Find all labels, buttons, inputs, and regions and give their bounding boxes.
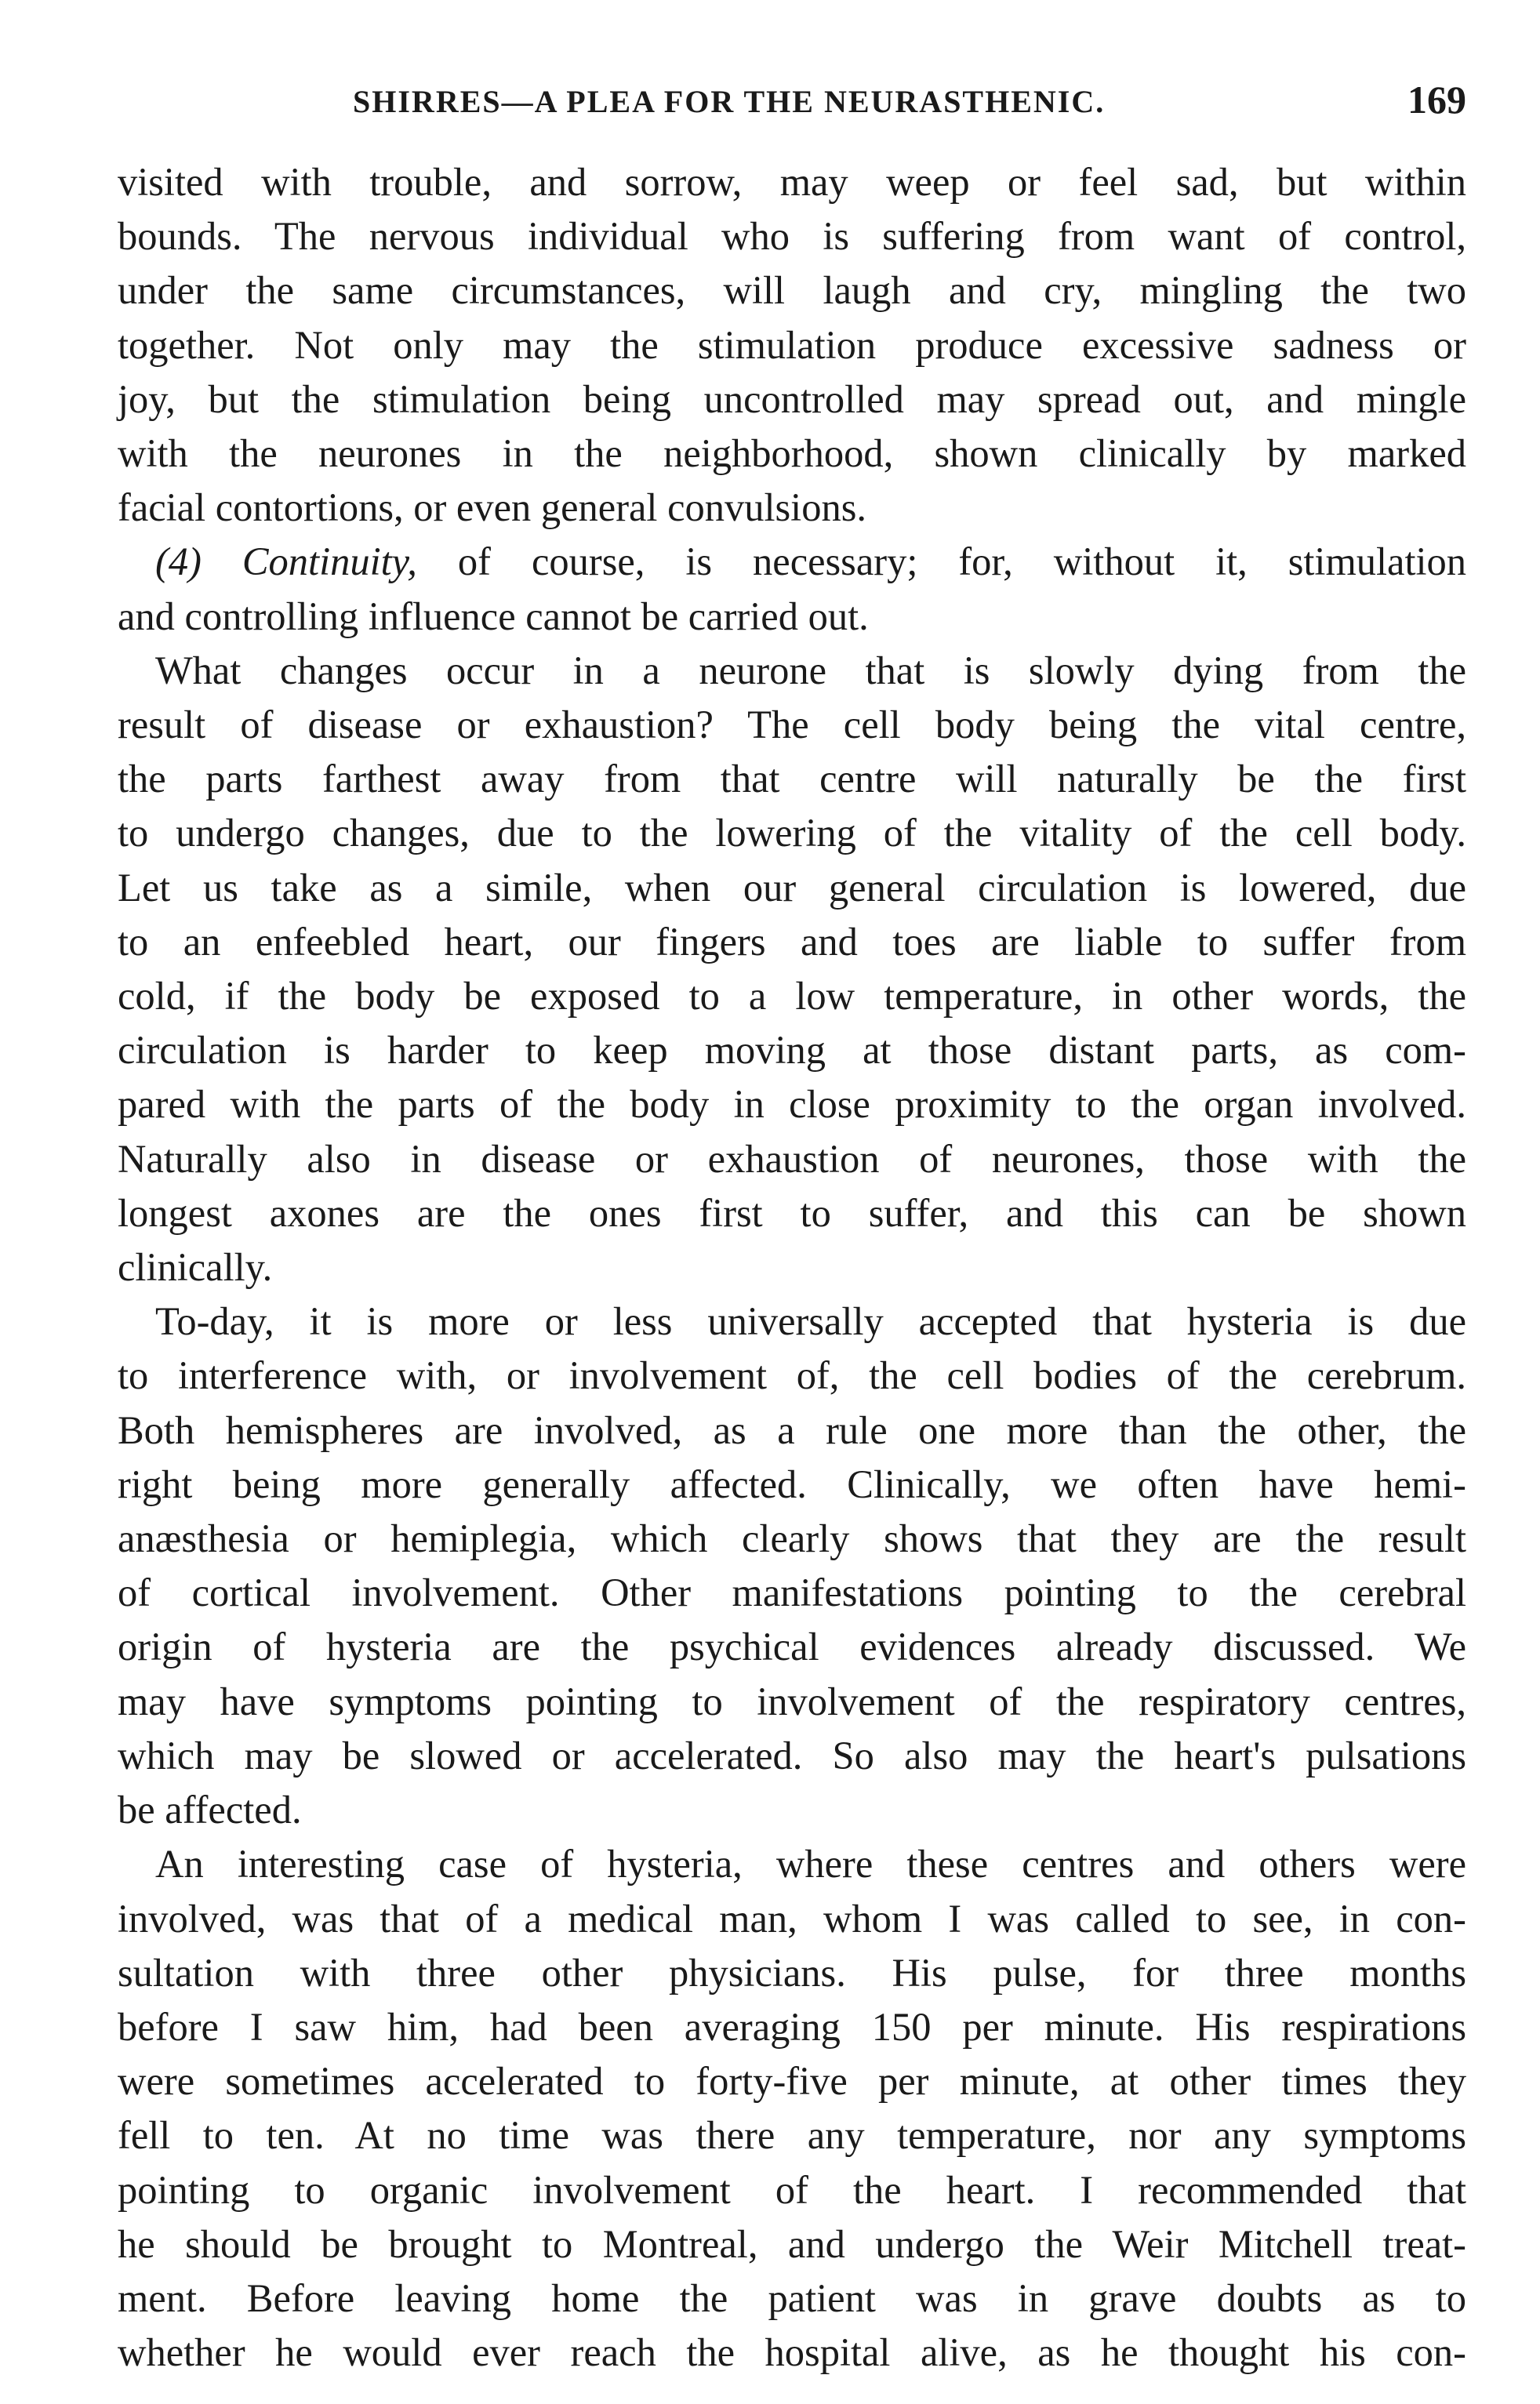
text-line: together. Not only may the stimulation produce excessive sadness or [118,322,1466,367]
text-line: What changes occur in a neurone that is slowly dying from the [155,648,1466,692]
page-number: 169 [1407,78,1466,122]
text-line: visited with trouble, and sorrow, may weep or feel sad, but within [118,160,1466,204]
text-line: cold, if the body be exposed to a low temperature, in other words, the [118,974,1466,1019]
text-line: involved, was that of a medical man, whom I was called to see, in con- [118,1896,1466,1941]
paragraph-3 [118,644,1466,1295]
text-line: clinically. [118,1245,273,1290]
text-line: which may be slowed or accelerated. So also may the heart's pulsations [118,1733,1466,1778]
text-line: origin of hysteria are the psychical evidences already discussed. We [118,1625,1466,1669]
text-line: pared with the parts of the body in close proximity to the organ involved. [118,1082,1466,1127]
text-line: under the same circumstances, will laugh and cry, mingling the two [118,268,1466,313]
text-line: to undergo changes, due to the lowering of the vitality of the cell body. [118,811,1466,855]
text-line: to interference with, or involvement of, the cell bodies of the cerebrum. [118,1353,1466,1398]
text-line: fell to ten. At no time was there any temperature, nor any symptoms [118,2113,1466,2158]
text-line: right being more generally affected. Clinically, we often have hemi- [118,1462,1466,1506]
text-line: anæsthesia or hemiplegia, which clearly shows that they are the result [118,1516,1466,1561]
paragraph-5 [118,1837,1466,2380]
text-line: Let us take as a simile, when our general circulation is lowered, due [118,865,1466,910]
text-line: sultation with three other physicians. His pulse, for three months [118,1950,1466,1995]
text-line: and controlling influence cannot be carried out. [118,594,869,638]
text-line: circulation is harder to keep moving at those distant parts, as com- [118,1028,1466,1073]
text-line: he should be brought to Montreal, and undergo the Weir Mitchell treat- [118,2221,1466,2266]
running-title: SHIRRES—A PLEA FOR THE NEURASTHENIC. [353,84,1106,119]
text-line: before I saw him, had been averaging 150 per minute. His respirations [118,2004,1466,2049]
text-line: of cortical involvement. Other manifestations pointing to the cerebral [118,1571,1466,1615]
text-line: ment. Before leaving home the patient was in grave doubts as to [118,2275,1466,2320]
text-line: were sometimes accelerated to forty-five per minute, at other times they [118,2059,1466,2104]
running-head [118,69,1466,124]
text-line: result of disease or exhaustion? The cell body being the vital centre, [118,703,1466,747]
text-line: whether he would ever reach the hospital alive, as he thought his con- [118,2330,1466,2375]
text-line: may have symptoms pointing to involvement of the respiratory centres, [118,1679,1466,1723]
body-text [118,155,1466,2380]
paragraph-2 [118,535,1466,643]
text-line [118,535,1466,589]
text-line: to an enfeebled heart, our fingers and toes are liable to suffer from [118,919,1466,964]
text-line: with the neurones in the neighborhood, shown clinically by marked [118,431,1466,476]
text-line: An interesting case of hysteria, where these centres and others were [155,1842,1466,1887]
text-line: Both hemispheres are involved, as a rule one more than the other, the [118,1407,1466,1452]
text-line: joy, but the stimulation being uncontrolled may spread out, and mingle [118,376,1466,421]
text-line: To-day, it is more or less universally accepted that hysteria is due [155,1299,1466,1344]
text-line: pointing to organic involvement of the heart. I recommended that [118,2167,1466,2212]
text-line: bounds. The nervous individual who is suffering from want of control, [118,214,1466,259]
paragraph-1 [118,155,1466,535]
text-line-remainder: of course, is necessary; for, without it, stimulation [416,539,1467,584]
text-line: be affected. [118,1788,302,1832]
paragraph-4 [118,1295,1466,1837]
section-heading-continuity: (4) Continuity, [155,539,417,584]
text-line: longest axones are the ones first to suffer, and this can be shown [118,1190,1466,1235]
text-line: Naturally also in disease or exhaustion of neurones, those with the [118,1136,1466,1181]
text-line: facial contortions, or even general convulsions. [118,485,866,530]
text-line: the parts farthest away from that centre will naturally be the first [118,757,1466,801]
